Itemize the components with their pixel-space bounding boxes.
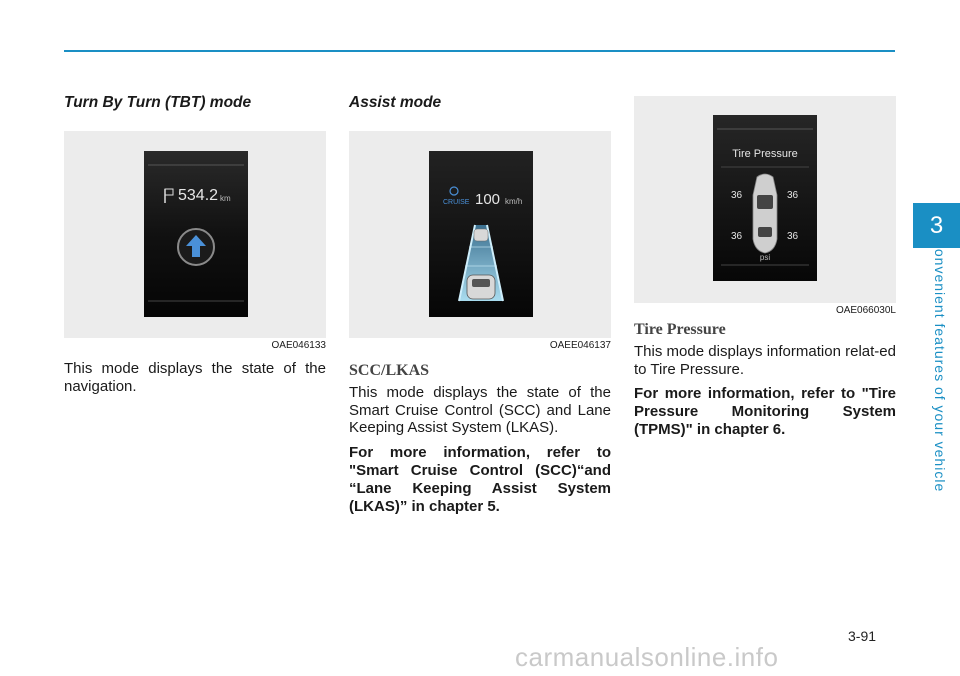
tbt-section xyxy=(64,86,326,395)
tire-body: This mode displays information relat-ed to Tire Pressure. xyxy=(634,343,896,378)
assist-display xyxy=(429,151,533,317)
assist-speed: 100 xyxy=(475,191,501,208)
tire-display xyxy=(713,115,817,281)
car-top-view-icon xyxy=(753,174,777,253)
tbt-display-graphic xyxy=(144,151,248,317)
assist-section xyxy=(349,86,611,516)
tire-heading: Tire Pressure xyxy=(634,321,726,338)
assist-title: Assist mode xyxy=(349,94,442,111)
tire-reference: For more information, refer to "Tire Pressure Monitoring System (TPMS)" in chapter 6. xyxy=(634,385,896,438)
chapter-number: 3 xyxy=(929,212,944,239)
lead-car-icon xyxy=(474,229,488,241)
tire-display-title: Tire Pressure xyxy=(732,148,798,160)
tire-rear-left: 36 xyxy=(731,231,743,242)
tbt-figure xyxy=(64,131,326,338)
tbt-unit: km xyxy=(220,194,231,203)
tbt-distance: 534.2 xyxy=(178,187,219,204)
assist-reference: For more information, refer to "Smart Cruise Control (SCC)“and “Lane Keeping Assist System (LKAS)” in chapter 5. xyxy=(349,443,611,515)
tire-figure xyxy=(634,96,896,303)
scc-lkas-heading: SCC/LKAS xyxy=(349,362,430,379)
tire-figure-code: OAE066030L xyxy=(835,305,896,316)
tbt-body: This mode displays the state of the navigation. xyxy=(64,360,326,395)
assist-body: This mode displays the state of the Smart Cruise Control (SCC) and Lane Keeping Assist System (LKAS). xyxy=(349,384,611,436)
tbt-figure-code: OAE046133 xyxy=(271,340,326,351)
assist-unit: km/h xyxy=(505,197,523,206)
tbt-title: Turn By Turn (TBT) mode xyxy=(64,94,252,111)
tire-unit: psi xyxy=(759,253,771,262)
watermark: carmanualsonline.info xyxy=(515,642,779,672)
tire-rear-right: 36 xyxy=(787,231,799,242)
tire-front-left: 36 xyxy=(731,190,743,201)
cruise-label: CRUISE xyxy=(443,199,470,206)
assist-figure-code: OAEE046137 xyxy=(549,340,611,351)
top-rule xyxy=(64,50,895,52)
page-number: 3-91 xyxy=(848,628,877,644)
assist-figure xyxy=(349,131,611,338)
tire-front-right: 36 xyxy=(787,190,799,201)
tbt-display xyxy=(144,151,248,317)
tire-section xyxy=(634,96,896,439)
chapter-label: Convenient features of your vehicle xyxy=(932,237,948,493)
assist-display-graphic xyxy=(429,151,533,317)
own-car-icon xyxy=(467,275,495,299)
